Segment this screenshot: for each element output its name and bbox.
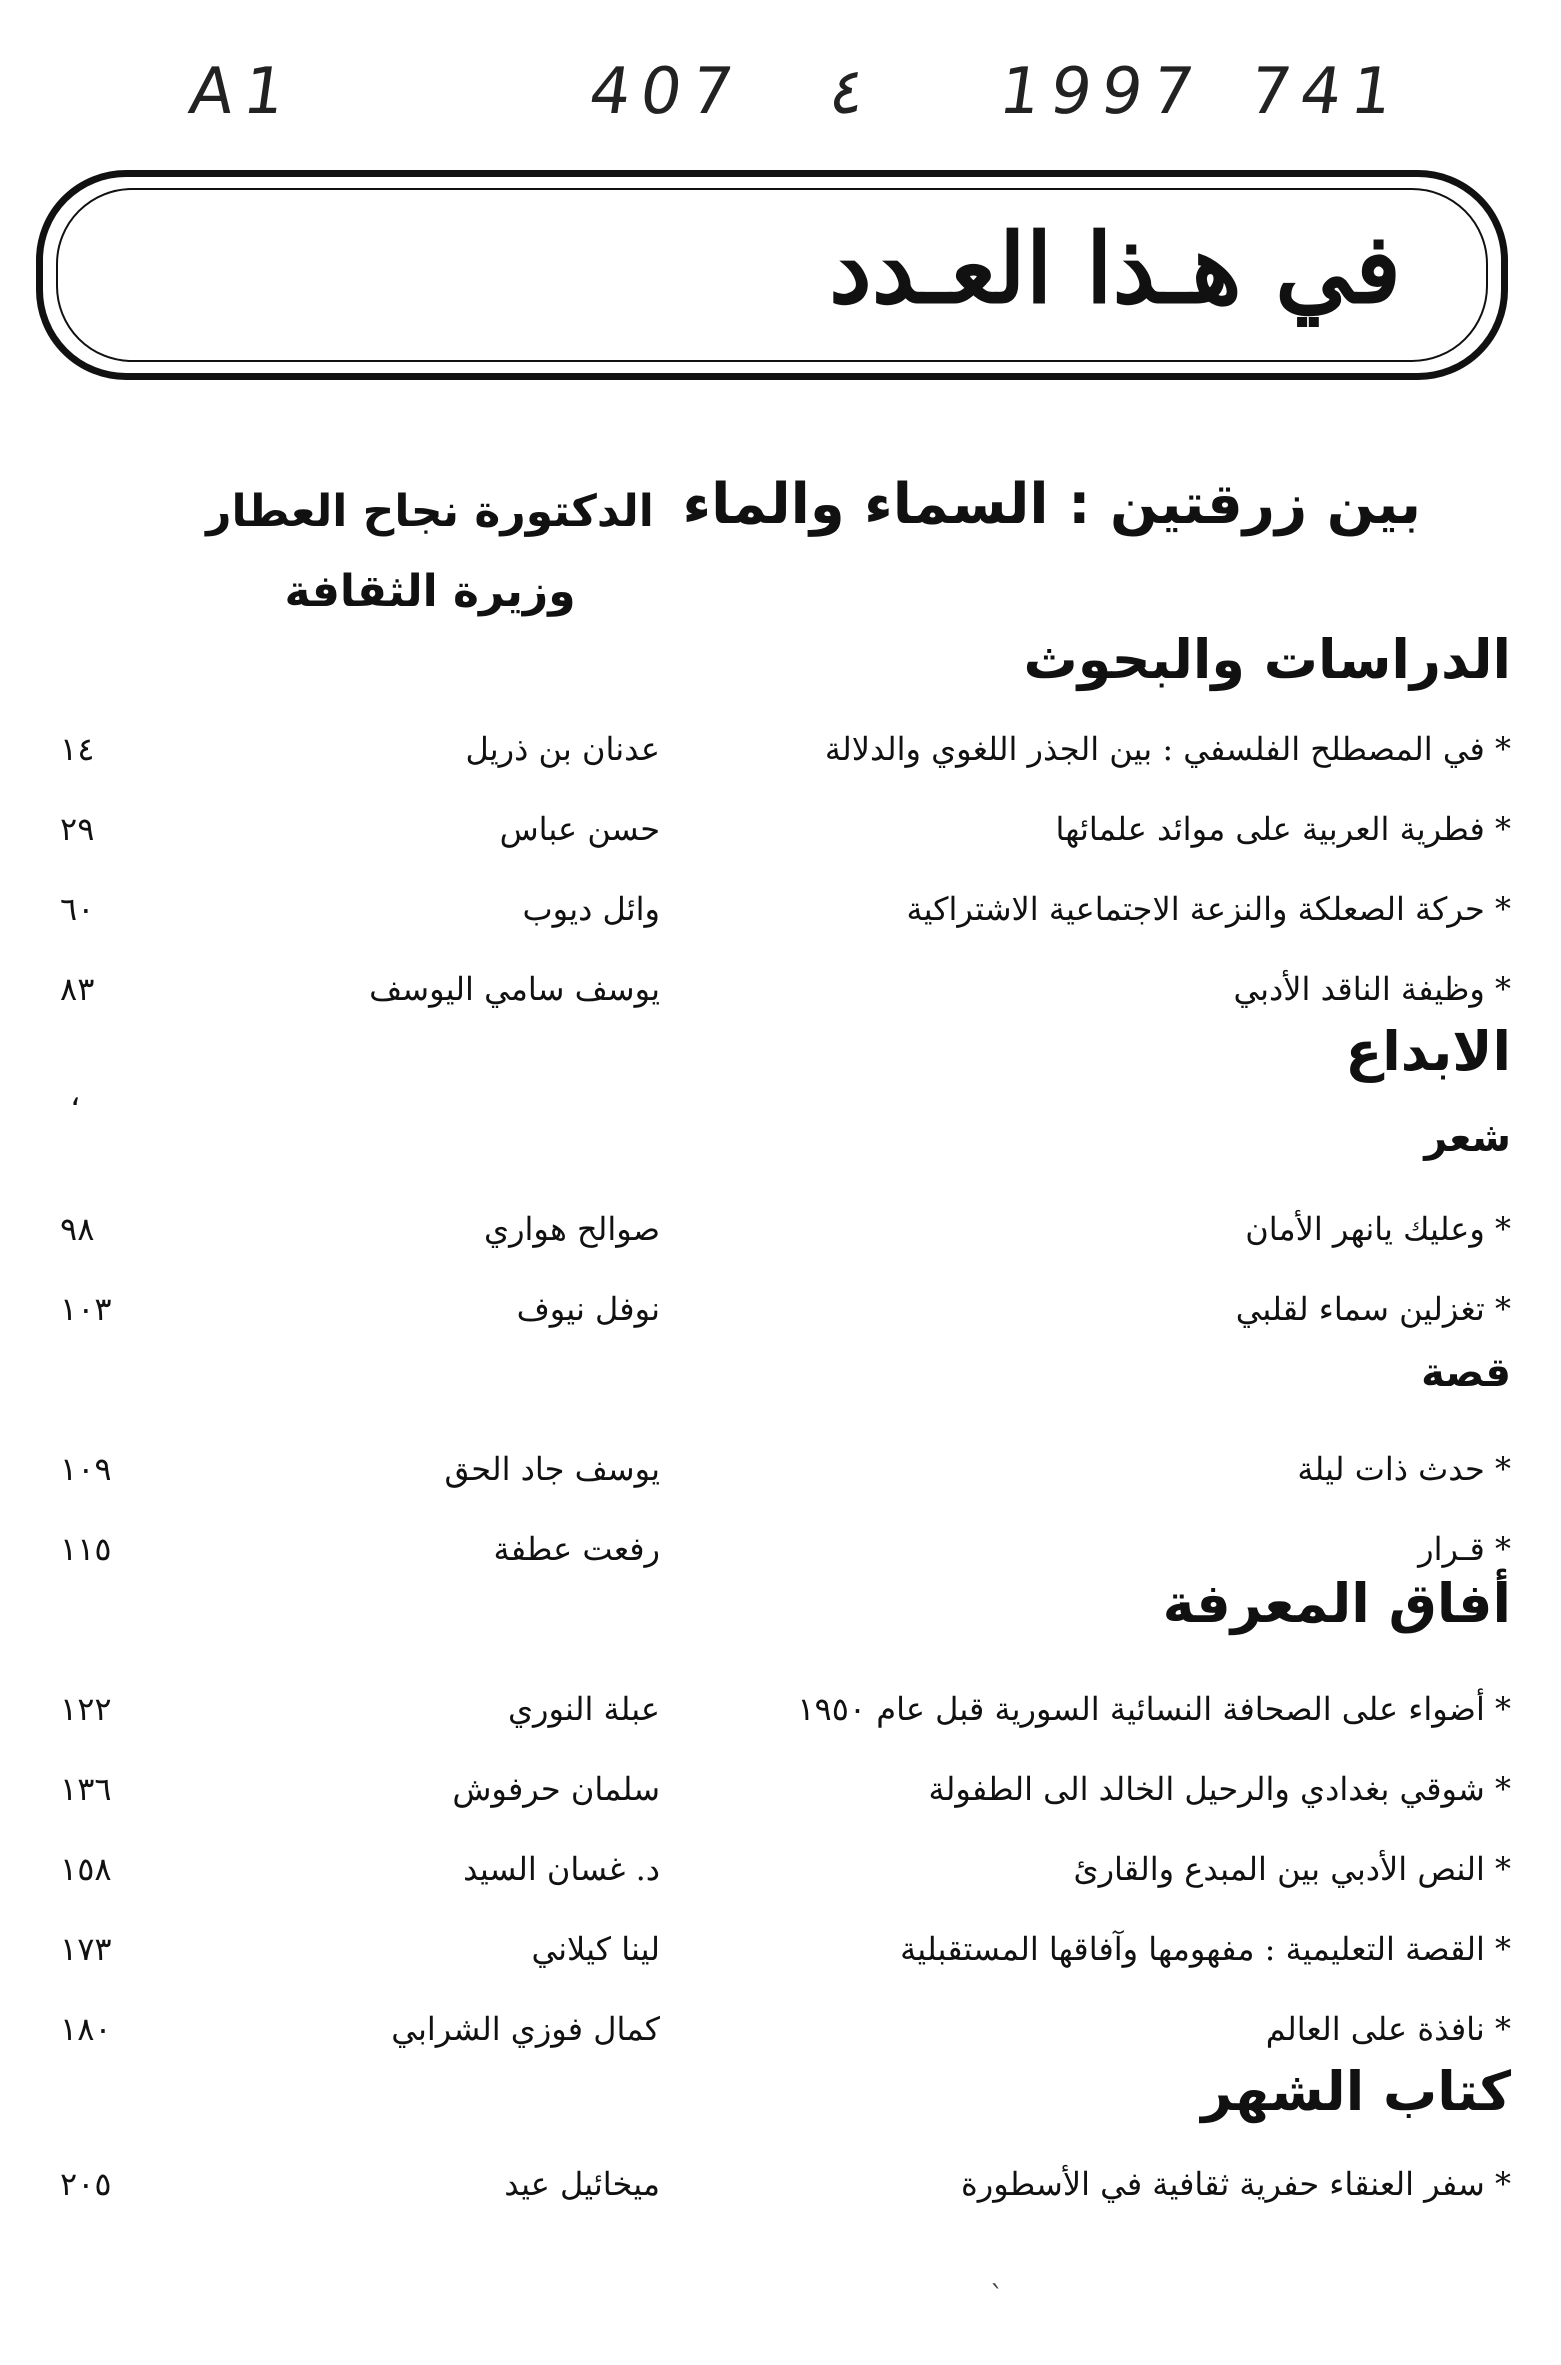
toc-title: * النص الأدبي بين المبدع والقارئ	[1073, 1850, 1511, 1888]
toc-page: ٢٠٥	[60, 2165, 112, 2203]
toc-page: ٢٩	[60, 810, 95, 848]
toc-author: لينا كيلاني	[531, 1930, 660, 1968]
toc-author: حسن عباس	[499, 810, 660, 848]
handwritten-number: 407	[584, 55, 748, 129]
section-creativity: الابداع	[1345, 1020, 1511, 1083]
toc-title: * القصة التعليمية : مفهومها وآفاقها المستقبلية	[900, 1930, 1511, 1968]
handwritten-issue-mark: ٤	[824, 55, 870, 129]
handwritten-ref: 741	[1244, 55, 1408, 129]
toc-page: ١٧٣	[60, 1930, 112, 1968]
toc-page: ٨٣	[60, 970, 95, 1008]
toc-author: عبلة النوري	[508, 1690, 660, 1728]
section-book: كتاب الشهر	[1201, 2060, 1511, 2123]
toc-title: * حركة الصعلكة والنزعة الاجتماعية الاشتراكية	[906, 890, 1511, 928]
toc-page: ١٥٨	[60, 1850, 112, 1888]
toc-row[interactable]	[0, 1450, 1561, 1510]
toc-page: ١٣٦	[60, 1770, 112, 1808]
toc-row[interactable]	[0, 1930, 1561, 1990]
toc-page: ١٠٩	[60, 1450, 112, 1488]
toc-page: ١٨٠	[60, 2010, 112, 2048]
toc-author: سلمان حرفوش	[452, 1770, 660, 1808]
toc-author: يوسف سامي اليوسف	[369, 970, 660, 1008]
toc-title: * نافذة على العالم	[1265, 2010, 1511, 2048]
toc-title: * سفر العنقاء حفرية ثقافية في الأسطورة	[961, 2165, 1511, 2203]
toc-page: ١٤	[60, 730, 95, 768]
toc-title: * وظيفة الناقد الأدبي	[1233, 970, 1511, 1008]
toc-row[interactable]	[0, 970, 1561, 1030]
toc-row[interactable]	[0, 1290, 1561, 1350]
toc-title: * وعليك يانهر الأمان	[1245, 1210, 1511, 1248]
stray-mark: ،	[70, 1075, 81, 1113]
section-poetry: شعر	[1424, 1115, 1511, 1161]
toc-author: صوالح هواري	[484, 1210, 660, 1248]
toc-row[interactable]	[0, 810, 1561, 870]
editorial-title: بين زرقتين : السماء والماء	[682, 472, 1421, 537]
editorial-author: الدكتورة نجاح العطار	[206, 486, 654, 537]
toc-author: يوسف جاد الحق	[444, 1450, 660, 1488]
toc-row[interactable]	[0, 1850, 1561, 1910]
toc-row[interactable]	[0, 890, 1561, 950]
handwritten-code: A1	[184, 55, 300, 129]
toc-row[interactable]	[0, 730, 1561, 790]
toc-row[interactable]	[0, 1690, 1561, 1750]
section-horizons: أفاق المعرفة	[1162, 1572, 1511, 1635]
toc-title: * فطرية العربية على موائد علمائها	[1055, 810, 1511, 848]
toc-author: نوفل نيوف	[516, 1290, 660, 1328]
section-studies: الدراسات والبحوث	[1023, 628, 1511, 691]
toc-row[interactable]	[0, 1770, 1561, 1830]
toc-title: * شوقي بغدادي والرحيل الخالد الى الطفولة	[928, 1770, 1511, 1808]
handwritten-year: 1997	[994, 55, 1209, 129]
toc-author: عدنان بن ذريل	[465, 730, 660, 768]
toc-author: ميخائيل عيد	[504, 2165, 660, 2203]
toc-author: وائل ديوب	[522, 890, 660, 928]
editorial-author-block	[180, 472, 680, 632]
toc-title: * حدث ذات ليلة	[1297, 1450, 1511, 1488]
toc-row[interactable]	[0, 2165, 1561, 2225]
toc-row[interactable]	[0, 1210, 1561, 1270]
toc-author: رفعت عطفة	[493, 1530, 660, 1568]
toc-author: كمال فوزي الشرابي	[391, 2010, 660, 2048]
toc-page: ٩٨	[60, 1210, 95, 1248]
editorial-role: وزيرة الثقافة	[284, 566, 576, 617]
toc-page: ١٠٣	[60, 1290, 112, 1328]
toc-author: د. غسان السيد	[463, 1850, 660, 1888]
toc-title: * في المصطلح الفلسفي : بين الجذر اللغوي والدلالة	[824, 730, 1511, 768]
toc-page: ١١٥	[60, 1530, 112, 1568]
toc-title: * قـرار	[1418, 1530, 1511, 1568]
toc-title: * تغزلين سماء لقلبي	[1235, 1290, 1511, 1328]
toc-title: * أضواء على الصحافة النسائية السورية قبل عام ١٩٥٠	[797, 1690, 1511, 1728]
toc-page: ١٢٢	[60, 1690, 112, 1728]
page-title: في هـذا العـدد	[828, 212, 1401, 325]
stray-mark: ˋ	[990, 2280, 1004, 2313]
toc-page: ٦٠	[60, 890, 95, 928]
section-story: قصة	[1421, 1350, 1511, 1396]
